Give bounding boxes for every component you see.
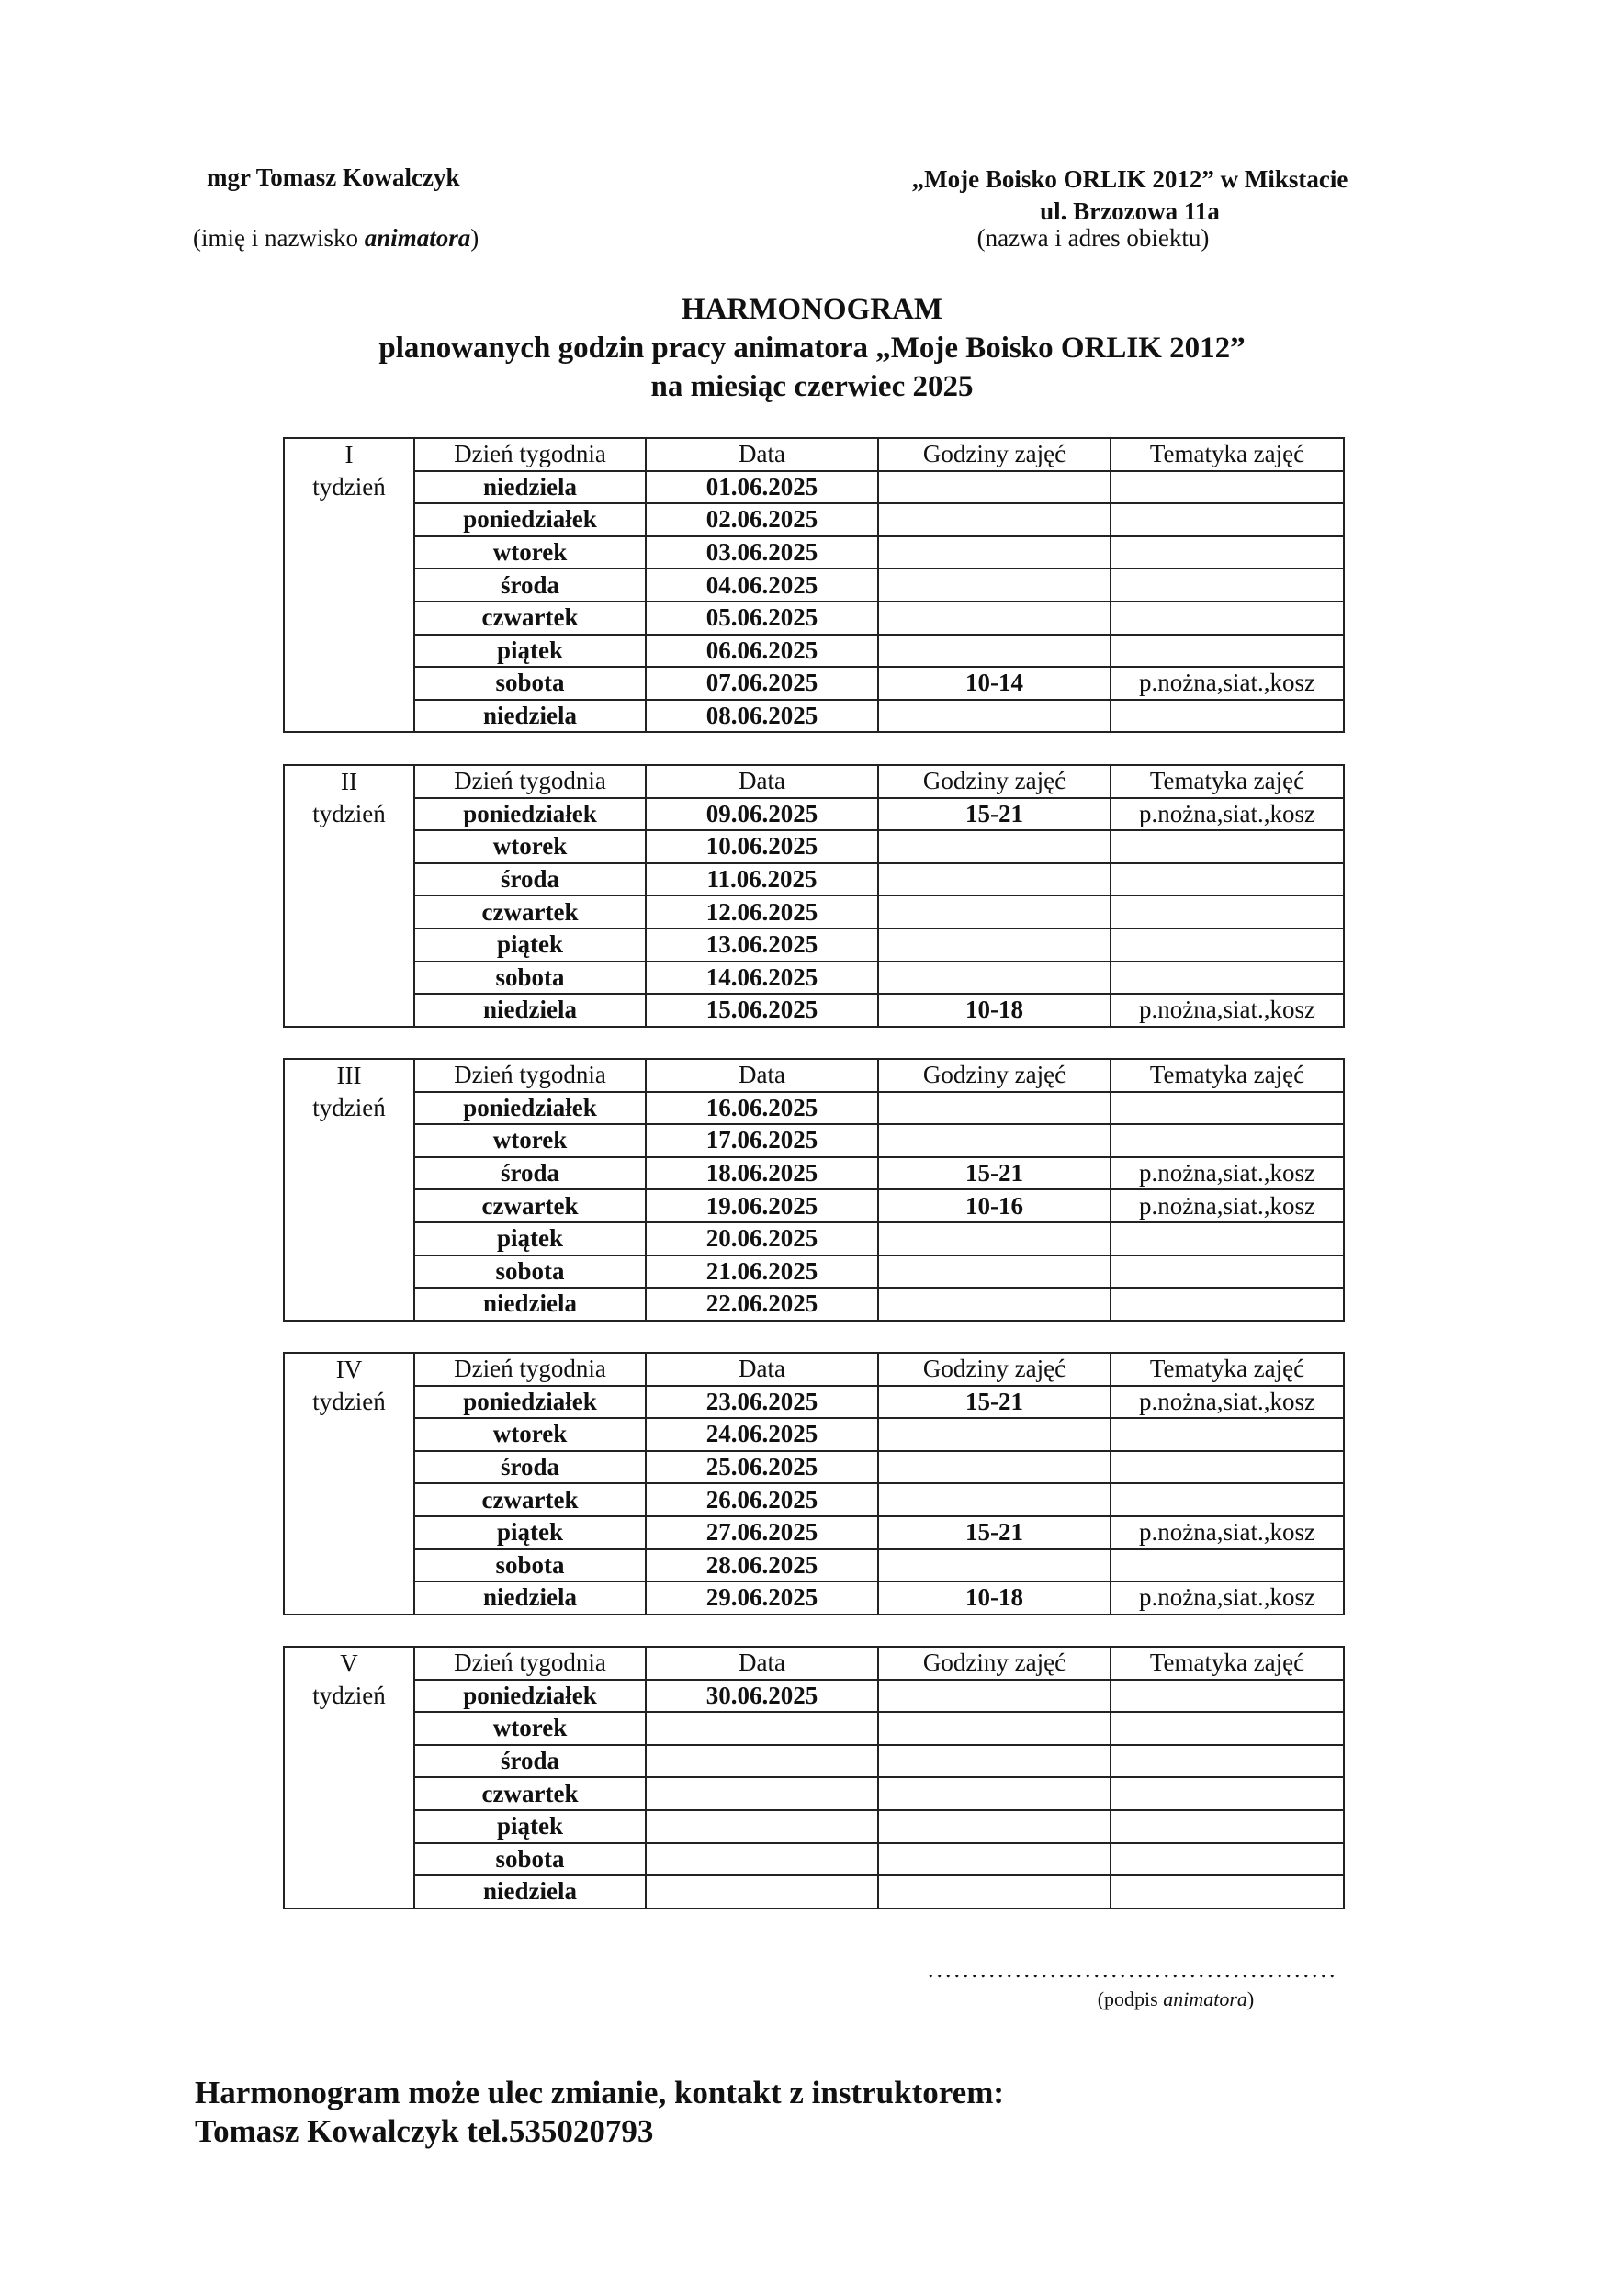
day-cell: wtorek [414, 1712, 646, 1745]
table-row [284, 1745, 1344, 1778]
topic-cell [1111, 962, 1344, 995]
week-label-cell [284, 1059, 414, 1321]
week-number: I [344, 441, 354, 468]
day-cell: niedziela [414, 994, 646, 1027]
week-table [283, 1646, 1345, 1909]
footer-note [195, 2074, 1004, 2151]
hours-cell [878, 1092, 1111, 1125]
column-header: Tematyka zajęć [1111, 765, 1344, 798]
hours-cell: 15-21 [878, 1386, 1111, 1419]
hours-cell [878, 1810, 1111, 1843]
topic-cell [1111, 635, 1344, 668]
week-label-cell [284, 765, 414, 1027]
column-header: Tematyka zajęć [1111, 1059, 1344, 1092]
week-label-cell [284, 1647, 414, 1908]
hours-cell [878, 503, 1111, 536]
animator-name: mgr Tomasz Kowalczyk [207, 163, 460, 191]
topic-cell: p.nożna,siat.,kosz [1111, 1516, 1344, 1549]
topic-cell [1111, 1451, 1344, 1484]
day-cell: wtorek [414, 536, 646, 569]
day-cell: sobota [414, 1843, 646, 1876]
table-row [284, 471, 1344, 504]
column-header: Tematyka zajęć [1111, 1353, 1344, 1386]
date-cell: 01.06.2025 [646, 471, 878, 504]
topic-cell [1111, 1680, 1344, 1713]
topic-cell [1111, 1092, 1344, 1125]
date-cell: 03.06.2025 [646, 536, 878, 569]
date-cell: 05.06.2025 [646, 602, 878, 635]
topic-cell [1111, 602, 1344, 635]
date-cell [646, 1875, 878, 1908]
week-word: tydzień [312, 1094, 386, 1121]
object-address: ul. Brzozowa 11a [1040, 197, 1220, 225]
topic-cell: p.nożna,siat.,kosz [1111, 994, 1344, 1027]
table-row [284, 1810, 1344, 1843]
table-row [284, 1189, 1344, 1222]
date-cell: 17.06.2025 [646, 1124, 878, 1157]
table-row [284, 1255, 1344, 1289]
signature-caption-suffix: ) [1246, 1987, 1255, 2010]
date-cell: 08.06.2025 [646, 700, 878, 733]
table-header-row [284, 765, 1344, 798]
hours-cell [878, 1777, 1111, 1810]
column-header: Godziny zajęć [878, 1647, 1111, 1680]
week-number: V [340, 1649, 358, 1677]
hours-cell [878, 830, 1111, 863]
table-row [284, 568, 1344, 602]
day-cell: piątek [414, 1516, 646, 1549]
day-cell: poniedziałek [414, 1386, 646, 1419]
table-row [284, 1124, 1344, 1157]
date-cell: 13.06.2025 [646, 929, 878, 962]
hours-cell [878, 700, 1111, 733]
column-header: Godziny zajęć [878, 1059, 1111, 1092]
hours-cell: 15-21 [878, 1516, 1111, 1549]
hours-cell [878, 1745, 1111, 1778]
column-header: Tematyka zajęć [1111, 438, 1344, 471]
column-header: Dzień tygodnia [414, 1647, 646, 1680]
date-cell: 04.06.2025 [646, 568, 878, 602]
week-number: IV [335, 1356, 363, 1383]
date-cell: 22.06.2025 [646, 1288, 878, 1321]
column-header: Godziny zajęć [878, 1353, 1111, 1386]
table-row [284, 1516, 1344, 1549]
day-cell: sobota [414, 1549, 646, 1582]
day-cell: sobota [414, 667, 646, 700]
hours-cell [878, 1549, 1111, 1582]
signature-caption-italic: animatora [1163, 1987, 1247, 2010]
footer-line-1: Harmonogram może ulec zmianie, kontakt z instruktorem: [195, 2075, 1005, 2110]
day-cell: niedziela [414, 471, 646, 504]
topic-cell [1111, 1222, 1344, 1255]
date-cell: 24.06.2025 [646, 1418, 878, 1451]
day-cell: poniedziałek [414, 1092, 646, 1125]
date-cell [646, 1843, 878, 1876]
day-cell: czwartek [414, 1189, 646, 1222]
table-row [284, 1222, 1344, 1255]
topic-cell: p.nożna,siat.,kosz [1111, 798, 1344, 831]
table-row [284, 830, 1344, 863]
day-cell: piątek [414, 635, 646, 668]
topic-cell [1111, 1777, 1344, 1810]
table-row [284, 1157, 1344, 1190]
day-cell: poniedziałek [414, 1680, 646, 1713]
date-cell [646, 1745, 878, 1778]
object-name: „Moje Boisko ORLIK 2012” w Mikstacie [911, 165, 1348, 193]
day-cell: środa [414, 1157, 646, 1190]
table-row [284, 503, 1344, 536]
column-header: Data [646, 765, 878, 798]
signature-caption-prefix: (podpis [1097, 1987, 1164, 2010]
topic-cell: p.nożna,siat.,kosz [1111, 1581, 1344, 1615]
table-row [284, 1680, 1344, 1713]
topic-cell: p.nożna,siat.,kosz [1111, 1386, 1344, 1419]
object-block [882, 163, 1378, 228]
day-cell: wtorek [414, 830, 646, 863]
week-table [283, 1058, 1345, 1322]
topic-cell [1111, 1288, 1344, 1321]
table-row [284, 602, 1344, 635]
column-header: Data [646, 1059, 878, 1092]
animator-caption-italic: animatora [364, 224, 471, 252]
day-cell: piątek [414, 1222, 646, 1255]
hours-cell [878, 1712, 1111, 1745]
hours-cell [878, 895, 1111, 929]
week-word: tydzień [312, 1388, 386, 1415]
hours-cell [878, 635, 1111, 668]
date-cell: 30.06.2025 [646, 1680, 878, 1713]
table-row [284, 1451, 1344, 1484]
hours-cell: 10-16 [878, 1189, 1111, 1222]
table-row [284, 798, 1344, 831]
day-cell: niedziela [414, 1875, 646, 1908]
date-cell: 19.06.2025 [646, 1189, 878, 1222]
topic-cell [1111, 1483, 1344, 1516]
day-cell: wtorek [414, 1418, 646, 1451]
date-cell: 11.06.2025 [646, 863, 878, 896]
date-cell: 07.06.2025 [646, 667, 878, 700]
table-header-row [284, 438, 1344, 471]
date-cell: 15.06.2025 [646, 994, 878, 1027]
date-cell: 21.06.2025 [646, 1255, 878, 1289]
table-row [284, 929, 1344, 962]
topic-cell [1111, 929, 1344, 962]
week-label-cell [284, 438, 414, 732]
table-header-row [284, 1353, 1344, 1386]
hours-cell [878, 863, 1111, 896]
date-cell [646, 1777, 878, 1810]
week-number: II [341, 768, 357, 795]
date-cell: 29.06.2025 [646, 1581, 878, 1615]
topic-cell [1111, 863, 1344, 896]
date-cell: 10.06.2025 [646, 830, 878, 863]
topic-cell [1111, 1843, 1344, 1876]
column-header: Data [646, 1353, 878, 1386]
hours-cell [878, 602, 1111, 635]
topic-cell [1111, 1124, 1344, 1157]
table-row [284, 962, 1344, 995]
day-cell: piątek [414, 929, 646, 962]
table-row [284, 1777, 1344, 1810]
column-header: Godziny zajęć [878, 438, 1111, 471]
title-line-1: HARMONOGRAM [681, 293, 943, 326]
day-cell: czwartek [414, 1777, 646, 1810]
hours-cell [878, 1451, 1111, 1484]
hours-cell: 15-21 [878, 1157, 1111, 1190]
week-word: tydzień [312, 473, 386, 501]
week-label-cell [284, 1353, 414, 1615]
hours-cell [878, 929, 1111, 962]
hours-cell: 10-18 [878, 1581, 1111, 1615]
date-cell: 25.06.2025 [646, 1451, 878, 1484]
animator-caption-prefix: (imię i nazwisko [193, 224, 365, 252]
date-cell: 23.06.2025 [646, 1386, 878, 1419]
column-header: Data [646, 1647, 878, 1680]
footer-line-2: Tomasz Kowalczyk tel.535020793 [195, 2113, 654, 2149]
topic-cell [1111, 1255, 1344, 1289]
topic-cell [1111, 700, 1344, 733]
column-header: Dzień tygodnia [414, 1059, 646, 1092]
day-cell: piątek [414, 1810, 646, 1843]
hours-cell [878, 1418, 1111, 1451]
column-header: Tematyka zajęć [1111, 1647, 1344, 1680]
table-row [284, 536, 1344, 569]
table-row [284, 863, 1344, 896]
column-header: Dzień tygodnia [414, 1353, 646, 1386]
table-row [284, 1288, 1344, 1321]
hours-cell: 15-21 [878, 798, 1111, 831]
date-cell [646, 1810, 878, 1843]
topic-cell [1111, 1875, 1344, 1908]
topic-cell [1111, 471, 1344, 504]
day-cell: niedziela [414, 1288, 646, 1321]
table-row [284, 1483, 1344, 1516]
table-row [284, 1875, 1344, 1908]
hours-cell [878, 1124, 1111, 1157]
signature-caption [1038, 1987, 1314, 2011]
table-row [284, 1712, 1344, 1745]
animator-caption-suffix: ) [470, 224, 479, 252]
week-table [283, 437, 1345, 733]
date-cell: 26.06.2025 [646, 1483, 878, 1516]
title-line-3: na miesiąc czerwiec 2025 [650, 370, 974, 403]
table-row [284, 1843, 1344, 1876]
hours-cell [878, 1483, 1111, 1516]
date-cell: 14.06.2025 [646, 962, 878, 995]
table-row [284, 994, 1344, 1027]
date-cell: 18.06.2025 [646, 1157, 878, 1190]
table-row [284, 1581, 1344, 1615]
day-cell: czwartek [414, 602, 646, 635]
topic-cell [1111, 568, 1344, 602]
animator-caption [193, 224, 479, 253]
date-cell: 28.06.2025 [646, 1549, 878, 1582]
topic-cell [1111, 1549, 1344, 1582]
week-word: tydzień [312, 800, 386, 827]
hours-cell [878, 568, 1111, 602]
hours-cell [878, 1843, 1111, 1876]
day-cell: sobota [414, 1255, 646, 1289]
hours-cell: 10-14 [878, 667, 1111, 700]
day-cell: poniedziałek [414, 798, 646, 831]
topic-cell [1111, 1712, 1344, 1745]
table-row [284, 1418, 1344, 1451]
column-header: Godziny zajęć [878, 765, 1111, 798]
document-title [0, 290, 1624, 406]
hours-cell [878, 1875, 1111, 1908]
topic-cell [1111, 503, 1344, 536]
table-row [284, 1386, 1344, 1419]
date-cell: 16.06.2025 [646, 1092, 878, 1125]
week-table [283, 1352, 1345, 1615]
table-row [284, 700, 1344, 733]
hours-cell [878, 536, 1111, 569]
topic-cell [1111, 536, 1344, 569]
column-header: Data [646, 438, 878, 471]
topic-cell: p.nożna,siat.,kosz [1111, 667, 1344, 700]
hours-cell [878, 1222, 1111, 1255]
day-cell: środa [414, 863, 646, 896]
column-header: Dzień tygodnia [414, 438, 646, 471]
topic-cell [1111, 1810, 1344, 1843]
date-cell: 06.06.2025 [646, 635, 878, 668]
date-cell: 02.06.2025 [646, 503, 878, 536]
week-word: tydzień [312, 1682, 386, 1709]
topic-cell: p.nożna,siat.,kosz [1111, 1189, 1344, 1222]
topic-cell [1111, 830, 1344, 863]
hours-cell [878, 1255, 1111, 1289]
object-caption: (nazwa i adres obiektu) [976, 224, 1210, 252]
date-cell: 12.06.2025 [646, 895, 878, 929]
table-row [284, 635, 1344, 668]
date-cell: 20.06.2025 [646, 1222, 878, 1255]
day-cell: poniedziałek [414, 503, 646, 536]
table-header-row [284, 1647, 1344, 1680]
table-header-row [284, 1059, 1344, 1092]
week-table [283, 764, 1345, 1028]
hours-cell [878, 962, 1111, 995]
day-cell: środa [414, 1451, 646, 1484]
week-number: III [336, 1062, 362, 1089]
date-cell: 09.06.2025 [646, 798, 878, 831]
signature-line: ............................................... [928, 1956, 1338, 1983]
day-cell: środa [414, 1745, 646, 1778]
topic-cell [1111, 1418, 1344, 1451]
hours-cell [878, 1680, 1111, 1713]
topic-cell [1111, 1745, 1344, 1778]
topic-cell: p.nożna,siat.,kosz [1111, 1157, 1344, 1190]
day-cell: środa [414, 568, 646, 602]
table-row [284, 895, 1344, 929]
table-row [284, 1092, 1344, 1125]
topic-cell [1111, 895, 1344, 929]
day-cell: niedziela [414, 1581, 646, 1615]
day-cell: czwartek [414, 1483, 646, 1516]
hours-cell [878, 1288, 1111, 1321]
day-cell: wtorek [414, 1124, 646, 1157]
day-cell: sobota [414, 962, 646, 995]
table-row [284, 1549, 1344, 1582]
hours-cell [878, 471, 1111, 504]
column-header: Dzień tygodnia [414, 765, 646, 798]
hours-cell: 10-18 [878, 994, 1111, 1027]
table-row [284, 667, 1344, 700]
title-line-2: planowanych godzin pracy animatora „Moje Boisko ORLIK 2012” [378, 332, 1246, 365]
day-cell: czwartek [414, 895, 646, 929]
date-cell: 27.06.2025 [646, 1516, 878, 1549]
day-cell: niedziela [414, 700, 646, 733]
date-cell [646, 1712, 878, 1745]
